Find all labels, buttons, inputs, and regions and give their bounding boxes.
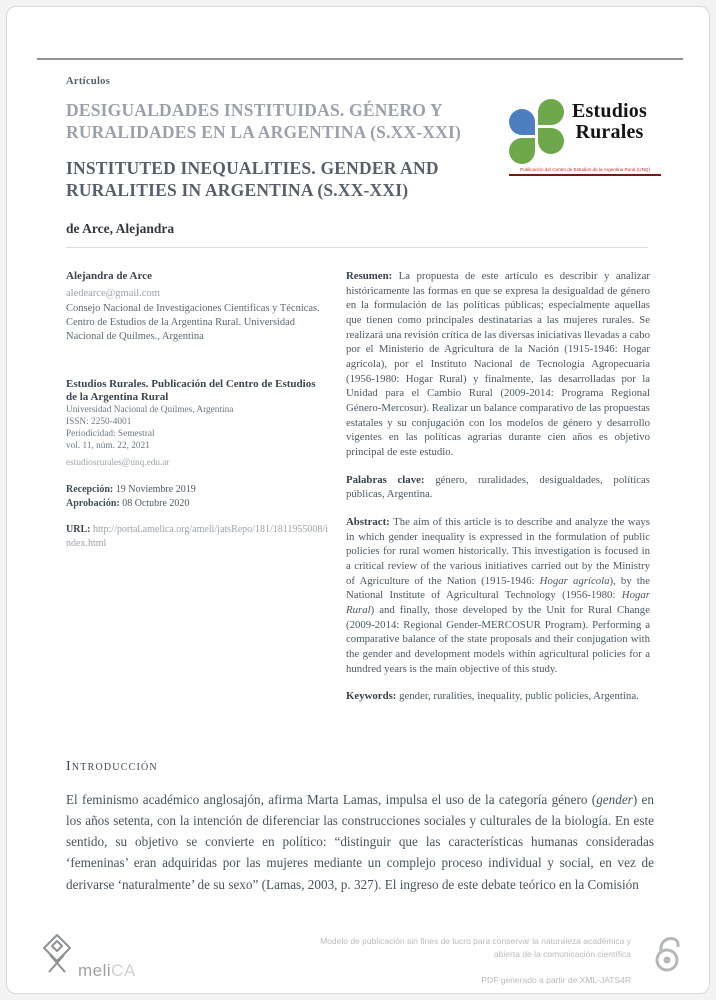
journal-title: Estudios Rurales. Publicación del Centro de Estudios de la Argentina Rural bbox=[66, 378, 316, 404]
reception-date bbox=[66, 483, 328, 497]
abstract-label: Abstract: bbox=[346, 516, 394, 529]
journal-logo-name-line2: Rurales bbox=[575, 121, 644, 143]
leaves-left-column bbox=[509, 109, 535, 164]
abstract-italic-part: Hogar Rural bbox=[346, 589, 650, 617]
abstract-italic-part: Hogar agrícola bbox=[539, 574, 610, 587]
introduction-italic-part: gender bbox=[596, 792, 633, 807]
abstract-text-part: ) and finally, those developed by the Unit for Rural Change (2009-2014: Regional Gender-MERCOSUR Program). Performing a comparative balance of the state proposals and their conjugation with the gender and development models within agricultural policies for a hundred years is the main objective of this study. bbox=[346, 604, 650, 675]
top-rule bbox=[37, 58, 683, 60]
amelica-logo-text bbox=[78, 962, 136, 979]
amelica-text-main: meli bbox=[78, 961, 112, 980]
journal-issn: ISSN: 2250-4001 bbox=[66, 416, 132, 427]
section-label: Artículos bbox=[66, 76, 111, 87]
journal-info-block bbox=[66, 378, 328, 470]
journal-logo-name-line1: Estudios bbox=[572, 100, 647, 122]
palabras-clave-text: género, ruralidades, desigualdades, políticas públicas, Argentina. bbox=[346, 473, 650, 501]
keywords-text: gender, ruralities, inequality, public policies, Argentina. bbox=[399, 690, 639, 703]
footer-note-line2: abierta de la comunicación científica bbox=[493, 948, 631, 959]
reception-value: 19 Noviembre 2019 bbox=[113, 484, 196, 496]
leaf-green-icon bbox=[538, 99, 564, 125]
amelica-logo bbox=[41, 933, 136, 979]
article-title-en: INSTITUTED INEQUALITIES. GENDER AND RURALITIES IN ARGENTINA (S.XX-XXI) bbox=[66, 158, 439, 201]
footer-note-line1: Modelo de publicación sin fines de lucro para conservar la naturaleza académica y bbox=[320, 936, 631, 946]
title-block bbox=[66, 99, 514, 201]
introduction-heading: Introducción bbox=[66, 759, 158, 774]
journal-periodicity: Periodicidad: Semestral bbox=[66, 428, 155, 439]
journal-institution: Universidad Nacional de Quilmes, Argentina bbox=[66, 404, 234, 415]
leaf-blue-icon bbox=[509, 109, 535, 135]
footer-publication-note bbox=[211, 935, 631, 961]
abstracts-column bbox=[346, 269, 650, 717]
journal-logo bbox=[509, 99, 661, 176]
article-page bbox=[6, 6, 710, 994]
dates-block bbox=[66, 483, 328, 510]
resumen-text: La propuesta de este artículo es describir y analizar históricamente las formas en que se expresa la desigualdad de género en la formulación de las políticas públicas; especialmente aquellas que tienen como principales destinatarias a las mujeres rurales. Se realizará una revisión crítica de las diversas iniciativas llevadas a cabo por el Ministerio de Agricultura de la Nación (1915-1946: Hogar agrícola), por el Instituto Nacional de Tecnología Agropecuaria (1956-1980: Hogar Rural) y finalmente, las desarrolladas por la Unidad para el Cambio Rural (2009-2014: Programa Regional Género-Mercosur). Realizar un balance comparativo de las propuestas estatales y su conjugación con los modelos de género y desarrollo vigentes en las políticas agrarias durante cien años es objetivo principal de este estudio. bbox=[346, 270, 650, 459]
approval-label: Aprobación: bbox=[66, 497, 120, 509]
amelica-kite-icon bbox=[41, 933, 83, 979]
journal-logo-row bbox=[509, 99, 661, 164]
approval-value: 08 Octubre 2020 bbox=[119, 497, 190, 509]
introduction-paragraph bbox=[66, 789, 654, 895]
author-affiliation: Consejo Nacional de Investigaciones Científicas y Técnicas. Centro de Estudios de la Argentina Rural. Universidad Nacional de Quilmes., Argentina bbox=[66, 303, 320, 343]
open-access-lock-icon bbox=[653, 931, 685, 975]
resumen-label: Resumen: bbox=[346, 270, 399, 282]
approval-date bbox=[66, 497, 328, 511]
amelica-text-sub: CA bbox=[111, 961, 136, 980]
introduction-text-part: El feminismo académico anglosajón, afirma Marta Lamas, impulsa el uso de la categoría género ( bbox=[66, 792, 597, 807]
metadata-column bbox=[66, 269, 328, 717]
abstract-text-part: The aim of this article is to describe and analyze the ways in which gender inequality is expressed in the formulation of public policies for rural women historically. This investigation is focused in a critical review of the various initiatives carried out by the Ministry of Agriculture of the Nation (1915-1946: bbox=[346, 516, 650, 587]
abstract-paragraph bbox=[346, 515, 650, 676]
leaf-green-icon bbox=[538, 128, 564, 154]
leaf-green-icon bbox=[509, 138, 535, 164]
url-block bbox=[66, 523, 328, 550]
keywords-paragraph bbox=[346, 689, 650, 704]
resumen-paragraph bbox=[346, 269, 650, 460]
keywords-label: Keywords: bbox=[346, 690, 400, 703]
author-email-link[interactable]: aledearce@gmail.com bbox=[66, 288, 160, 300]
author-name: Alejandra de Arce bbox=[66, 270, 152, 282]
author-divider bbox=[66, 247, 648, 248]
article-url-link[interactable]: http://portal.amelica.org/ameli/jatsRepo/181/1811955008/index.html bbox=[66, 524, 328, 549]
journal-logo-tagline: Publicación del Centro de Estudios de la Argentina Rural (UNQ) bbox=[509, 167, 661, 176]
palabras-clave-paragraph bbox=[346, 473, 650, 502]
two-column-area bbox=[66, 269, 650, 717]
palabras-clave-label: Palabras clave: bbox=[346, 473, 436, 486]
byline-author: de Arce, Alejandra bbox=[66, 221, 175, 236]
journal-volume: vol. 11, núm. 22, 2021 bbox=[66, 441, 150, 451]
journal-email-link[interactable]: estudiosrurales@unq.edu.ar bbox=[66, 458, 170, 469]
url-label: URL: bbox=[66, 524, 91, 536]
footer-generated-note: PDF generado a partir de XML-JATS4R bbox=[481, 975, 631, 985]
leaves-right-column bbox=[538, 99, 564, 164]
leaves-icon bbox=[509, 99, 564, 164]
abstract-text-part: ), by the National Institute of Agricultural Technology (1956-1980: bbox=[346, 574, 650, 602]
introduction-text-part: ) en los años setenta, con la intención de diferenciar las construcciones sociales y culturales de la biología. En este sentido, su objetivo se convierte en político: “distinguir que las características humanas consideradas ‘femeninas’ eran adquiridas por las mujeres mediante un complejo proceso individual y social, en vez de derivarse ‘naturalmente’ de su sexo” (Lamas, 2003, p. 327). El ingreso de este debate teórico en la Comisión bbox=[66, 792, 654, 892]
journal-logo-name bbox=[572, 99, 647, 143]
article-title-es: DESIGUALDADES INSTITUIDAS. GÉNERO Y RURALIDADES EN LA ARGENTINA (S.XX-XXI) bbox=[66, 100, 462, 143]
reception-label: Recepción: bbox=[66, 484, 114, 496]
